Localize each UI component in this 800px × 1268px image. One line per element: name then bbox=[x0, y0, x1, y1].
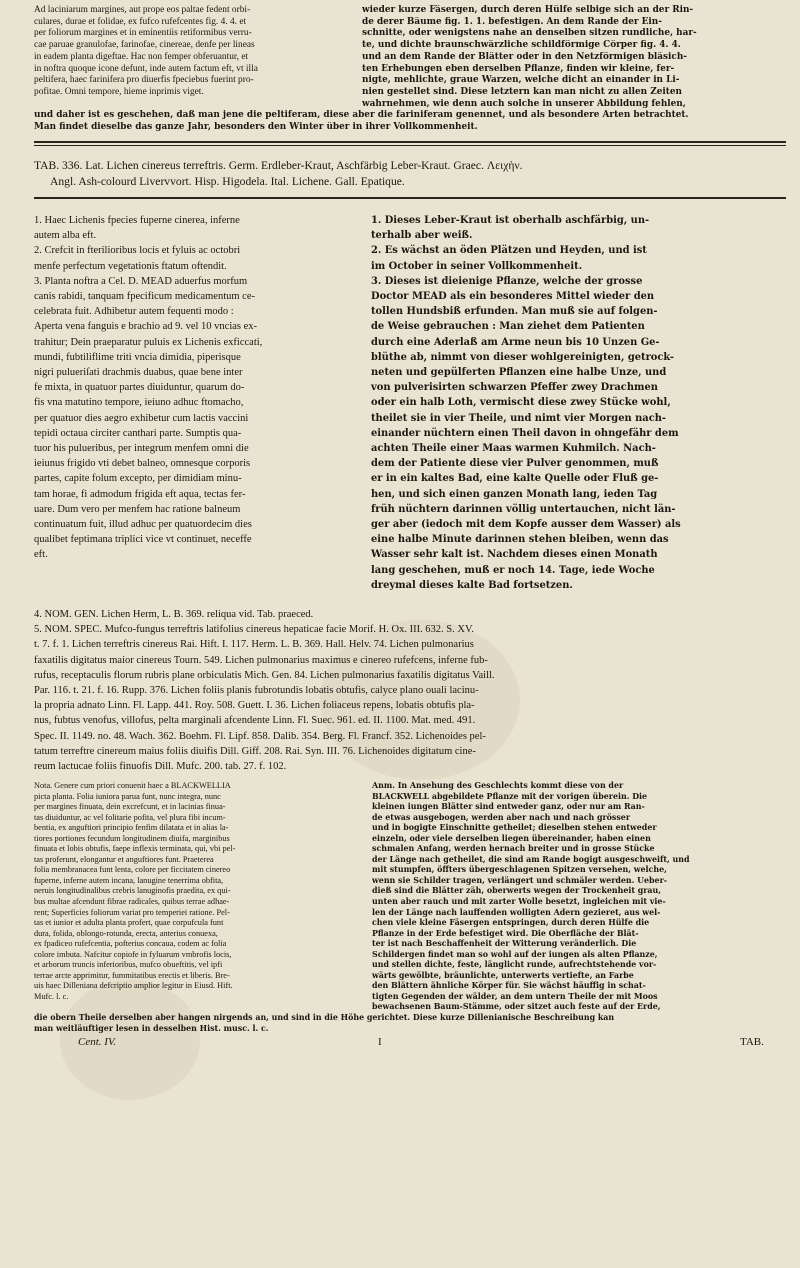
text-line: Nota. Genere cum priori conuenit haec a BLACKWELLIA bbox=[34, 781, 231, 790]
text-line: und an dem Rande der Blätter oder in den Netzförmigen bläsich- bbox=[362, 51, 687, 62]
text-line: celebrata fuit. Adhibetur autem fequenti modo : bbox=[34, 306, 234, 318]
plate-header bbox=[34, 158, 790, 190]
text-line: die obern Theile derselben aber hangen nirgends an, und sind in die Höhe gerichtet. Diese kurze Dillenianische Beschreibung kan bbox=[34, 1013, 615, 1022]
horizontal-rule bbox=[34, 145, 786, 146]
text-line: von pulverisirten schwarzen Pfeffer zwey Drachmen bbox=[371, 382, 658, 394]
text-line: bewachsenen Baum-Stämme, oder sitzet auch feste auf der Erde, bbox=[372, 1002, 661, 1012]
text-line: nigte, mehlichte, graue Warzen, welche dicht an einander in Li- bbox=[362, 75, 680, 86]
signature-mark: Cent. IV. bbox=[78, 1036, 116, 1048]
text-line: BLACKWELL abgebildete Pflanze mit der vorigen überein. Die bbox=[372, 791, 648, 801]
text-line: finuata et lobis obtufis, faepe inflexis terminata, qui, vbi pel- bbox=[34, 844, 236, 854]
text-line: folia membranacea funt lenta, colore per ficcitatem cinereo bbox=[34, 865, 231, 875]
text-line: 1. Dieses Leber-Kraut ist oberhalb aschfärbig, un- bbox=[371, 215, 650, 226]
text-line: partes, capite folum excepto, per dimidiam minu- bbox=[34, 473, 242, 485]
text-line: culares, durae et folidae, ex fufco rufefcentes fig. 4. 4. et bbox=[34, 16, 247, 27]
text-line: te, und dichte braunschwärzliche schildförmige Cörper fig. 4. 4. bbox=[362, 40, 681, 51]
text-line: ten Erhebungen eben derselben Pflanze, finden wir kleine, fer- bbox=[362, 63, 675, 74]
text-line: la propria adnato Linn. Fl. Lapp. 441. Roy. 508. Guett. I. 36. Lichen foliaceus repens, lobatis obtufis pla- bbox=[34, 700, 475, 712]
text-line: de Weise gebrauchen : Man ziehet dem Patienten bbox=[371, 321, 645, 333]
text-line: man weitläuftiger lesen in desselben Hist. musc. l. c. bbox=[34, 1023, 269, 1033]
text-line: Schildergen findet man so wohl auf der iungen als alten Pflanze, bbox=[372, 949, 658, 959]
text-line: früh nüchtern darinnen völlig untertauchen, nicht län- bbox=[371, 503, 676, 515]
top-german-column bbox=[362, 5, 790, 110]
text-line: terhalb aber weiß. bbox=[371, 230, 473, 242]
text-line: bentia, ex anguftiori principio fenfim dilatata et in alias la- bbox=[34, 823, 229, 833]
text-line: tepidi octaua circiter canthari parte. Sumptis qua- bbox=[34, 427, 242, 439]
text-line: terrae arcte apprimitur, fummitatibus erectis et liberis. Bre- bbox=[34, 970, 230, 980]
plate-header-line-1: TAB. 336. Lat. Lichen cinereus terreftris. Germ. Erdleber-Kraut, Aschfärbig Leber-Kraut. Graec. Λειχὴν. bbox=[34, 159, 523, 172]
text-line: Spec. II. 1149. no. 48. Wach. 362. Boehm. Fl. Lipf. 858. Dalib. 354. Berg. Fl. Francf. 352. Lichenoides pel- bbox=[34, 730, 486, 742]
text-line: reum lactucae foliis finuofis Dill. Mufc. 200. tab. 27. f. 102. bbox=[34, 761, 287, 773]
text-line: rent; Superficies foliorum variat pro temperiei ratione. Pel- bbox=[34, 907, 230, 917]
text-line: kleinen iungen Blätter sind entweder ganz, oder nur am Ran- bbox=[372, 802, 645, 812]
text-line: nus, fubtus venofus, villofus, pelta marginali afcendente Linn. Fl. Suec. 961. ed. II. 1100. Mat. med. 491. bbox=[34, 715, 476, 727]
text-line: chen viele kleine Fäsergen entspringen, durch deren Hülfe die bbox=[372, 918, 650, 928]
text-line: nien gestellet sind. Diese letztern kan man nicht zu allen Zeiten bbox=[362, 86, 682, 97]
text-line: schmalen Anfang, werden hernach breiter und in grosse Stücke bbox=[372, 844, 655, 854]
text-line: Par. 116. t. 21. f. 16. Rupp. 376. Lichen foliis planis fubrotundis lobatis obtufis, calyce plano ouali lacinu- bbox=[34, 685, 479, 697]
text-line: mit stumpfen, öffters übergeschlagenen Spitzen versehen, welche, bbox=[372, 865, 667, 875]
text-line: 4. NOM. GEN. Lichen Herm, L. B. 369. reliqua vid. Tab. praeced. bbox=[34, 609, 314, 620]
text-line: neruis longitudinalibus crebris lanuginofis praedita, ex qui- bbox=[34, 886, 231, 896]
text-line: continuatum fuit, illud adhuc per quatuordecim dies bbox=[34, 519, 252, 531]
text-line: tas et iunior et adulta planta profert, quae corpufcula funt bbox=[34, 918, 224, 928]
text-line: er in ein kaltes Bad, eine kalte Quelle oder Fluß ge- bbox=[371, 473, 659, 485]
text-line: Aperta vena fanguis e brachio ad 9. vel 10 vncias ex- bbox=[34, 321, 258, 333]
text-line: fis vna matutino tempore, ieiuno adhuc ftomacho, bbox=[34, 397, 244, 409]
text-line: unten aber rauch und mit zarter Wolle besetzt, ingleichen mit vie- bbox=[372, 897, 666, 907]
text-line: lang geschehen, muß er noch 14. Tage, iede Woche bbox=[371, 564, 655, 576]
text-line: oder ein halb Loth, vermischt diese zwey Stücke wohl, bbox=[371, 397, 671, 409]
text-line: Ad laciniarum margines, aut prope eos paltae fedent orbi- bbox=[34, 5, 251, 15]
text-line: und in bogigte Einschnitte getheilet; dieselben stehen entweder bbox=[372, 823, 657, 833]
text-line: rufus, receptaculis florum rubris plane orbiculatis Mich. Gen. 84. Lichen pulmonarius faxatilis digitatus Vaill. bbox=[34, 669, 495, 681]
text-line: ex fpadiceo rufefcentia, pofterius concaua, codem ac folia bbox=[34, 939, 227, 949]
text-line: in noftra quoque icone defunt, inde autem factum eft, vt illa bbox=[34, 63, 258, 74]
text-line: fe mixta, in quatuor partes diuiduntur, quarum do- bbox=[34, 382, 245, 394]
text-line: eft. bbox=[34, 549, 48, 561]
text-line: per margines finuata, dein excrefcunt, et in lacinias finua- bbox=[34, 802, 226, 812]
text-line: autem alba eft. bbox=[34, 230, 97, 242]
top-latin-column bbox=[34, 5, 354, 99]
text-line: achten Theile einer Maas warmen Kuhmilch. Nach- bbox=[371, 443, 656, 455]
text-line: menfe perfectum vegetationis ftatum oftendit. bbox=[34, 260, 227, 272]
text-line: wenn sie Schilder tragen, verlängert und schmäler werden. Ueber- bbox=[372, 875, 668, 885]
text-line: der Länge nach getheilet, die sind am Rande bogigt ausgeschweift, und bbox=[372, 854, 690, 864]
text-line: tam horae, fi admodum frigida eft aqua, tectas fer- bbox=[34, 488, 246, 500]
text-line: schnitte, oder wenigstens nahe an denselben sitzen rundliche, har- bbox=[362, 28, 697, 39]
text-line: 1. Haec Lichenis fpecies fuperne cinerea, inferne bbox=[34, 215, 240, 226]
nomenclature-block bbox=[34, 607, 790, 774]
text-line: tas proferunt, elongantur et anguftiores funt. Praeterea bbox=[34, 854, 214, 864]
text-line: t. 7. f. 1. Lichen terreftris cinereus Rai. Hift. I. 117. Herm. L. B. 369. Hall. Helv. 74. Lichen pulmonarius bbox=[34, 639, 474, 651]
text-line: wieder kurze Fäsergen, durch deren Hülfe selbige sich an der Rin- bbox=[362, 5, 694, 15]
text-line: im October in seiner Vollkommenheit. bbox=[371, 260, 583, 272]
text-line: faxatilis digitatus maior cinereus Tourn. 549. Lichen pulmonarius maximus e cinereo rufefcens, inferne fub- bbox=[34, 654, 488, 666]
page-numeral: I bbox=[378, 1036, 382, 1048]
text-line: ger aber (iedoch mit dem Kopfe ausser dem Wasser) als bbox=[371, 519, 681, 531]
text-line: durch eine Aderlaß am Arme neun bis 10 Unzen Ge- bbox=[371, 336, 660, 348]
text-line: tas diuiduntur, ac vel folitarie pofita, vel plura fibi incum- bbox=[34, 812, 226, 822]
horizontal-rule bbox=[34, 197, 786, 199]
text-line: blüthe ab, nimmt von dieser wohlgereinigten, getrock- bbox=[371, 351, 674, 363]
text-line: und stellen dichte, feste, länglicht runde, aufrechtstehende vor- bbox=[372, 960, 657, 970]
top-full-width-text bbox=[34, 110, 790, 133]
text-line: tatum terreftre cinereum maius foliis diuifis Dill. Giff. 208. Rai. Syn. III. 76. Lichenoides digitatum cine- bbox=[34, 745, 476, 757]
text-line: dura, folida, oblongo-rotunda, erecta, anterius conuexa, bbox=[34, 928, 218, 938]
text-line: in eadem planta digeftae. Hac non femper obferuantur, et bbox=[34, 51, 249, 62]
text-line: cae paruae granulofae, farinofae, cinereae, denfe per lineas bbox=[34, 40, 255, 51]
text-line: dem der Patiente diese vier Pulver genommen, muß bbox=[371, 458, 659, 470]
text-line: dieß sind die Blätter zäh, oberwerts wegen der Trockenheit grau, bbox=[372, 886, 662, 896]
text-line: ieiunus frigido vti debet balneo, omnesque corporis bbox=[34, 458, 251, 470]
text-line: uis haec Dilleniana defcriptio amplior legitur in Eiusd. Hift. bbox=[34, 981, 233, 991]
text-line: wärts gewölbte, bräunlichte, unterwerts vertiefte, an Farbe bbox=[372, 970, 634, 980]
notes-latin-column bbox=[34, 781, 362, 1002]
horizontal-rule bbox=[34, 141, 786, 143]
text-line: uare. Dum vero per menfem hac ratione balneum bbox=[34, 503, 241, 515]
text-line: picta planta. Folia iuniora parua funt, nunc integra, nunc bbox=[34, 791, 221, 801]
text-line: de derer Bäume fig. 1. 1. befestigen. An dem Rande der Ein- bbox=[362, 16, 662, 27]
text-line: colore imbuta. Nafcitur copiofe in fyluarum vmbrofis locis, bbox=[34, 949, 232, 959]
text-line: nigri pulueriſati drachmis duabus, quae bene inter bbox=[34, 367, 243, 379]
text-line: peltifera, haec farinifera pro diuerfis fpeciebus fuerint pro- bbox=[34, 75, 254, 86]
text-line: eine halbe Minute darinnen stehen bleiben, wenn das bbox=[371, 534, 669, 546]
text-line: mundi, fubtiliflime triti vncia dimidia, piperisque bbox=[34, 351, 241, 363]
text-line: trahitur; Dein praeparatur puluis ex Lichenis exficcati, bbox=[34, 336, 263, 348]
notes-german-column bbox=[372, 781, 788, 1013]
text-line: Pflanze in der Erde befestiget wird. Die Oberfläche der Blät- bbox=[372, 928, 639, 938]
text-line: fuperne, inferne autem incana, lanugine tenerrima obfita, bbox=[34, 875, 224, 885]
text-line: per foliorum margines et in eminentiis retiformibus verru- bbox=[34, 28, 252, 39]
catchword: TAB. bbox=[740, 1036, 764, 1048]
body-latin-column bbox=[34, 213, 364, 563]
text-line: Anm. In Ansehung des Geschlechts kommt diese von der bbox=[372, 781, 624, 790]
text-line: einzeln, oder viele derselben liegen übereinander, haben einen bbox=[372, 833, 651, 843]
text-line: ter ist nach Beschaffenheit der Witterung veränderlich. Die bbox=[372, 939, 637, 949]
text-line: 2. Crefcit in fterilioribus locis et fyluis ac octobri bbox=[34, 245, 241, 257]
text-line: tuor his pulueribus, per integrum menfem omni die bbox=[34, 443, 249, 455]
text-line: tollen Hundsbiß erfunden. Man muß sie auf folgen- bbox=[371, 306, 658, 318]
body-german-column bbox=[371, 213, 786, 593]
text-line: dreymal dieses kalte Bad fortsetzen. bbox=[371, 579, 573, 591]
notes-full-width-text bbox=[34, 1013, 790, 1034]
text-line: Wasser sehr kalt ist. Nachdem dieses einen Monath bbox=[371, 549, 658, 561]
text-line: hen, und sich einen ganzen Monath lang, ieden Tag bbox=[371, 488, 658, 500]
text-line: 5. NOM. SPEC. Mufco-fungus terreftris latifolius cinereus hepaticae facie Morif. H. Ox. III. 632. S. XV. bbox=[34, 624, 474, 636]
text-line: Doctor MEAD als ein besonderes Mittel wieder den bbox=[371, 291, 655, 303]
text-line: den Blättern ähnliche Körper für. Sie wächst häuffig in schat- bbox=[372, 981, 646, 991]
text-line: neten und gepülferten Pflanzen eine halbe Unze, und bbox=[371, 367, 667, 379]
text-line: Mufc. l. c. bbox=[34, 991, 69, 1001]
text-line: tigten Gegenden der wälder, an dem untern Theile der mit Moos bbox=[372, 991, 658, 1001]
text-line: de etwas ausgebogen, werden aber nach und nach grösser bbox=[372, 812, 630, 822]
text-line: 3. Dieses ist dieienige Pflanze, welche der grosse bbox=[371, 275, 643, 287]
text-line: pofitae. Omni tempore, hieme inprimis viget. bbox=[34, 86, 204, 97]
text-line: 2. Es wächst an öden Plätzen und Heyden, und ist bbox=[371, 245, 647, 257]
text-line: et arborum truncis inferioribus, mufco obueftitis, vel ipfi bbox=[34, 960, 223, 970]
text-line: theilet sie in vier Theile, und nimt vier Morgen nach- bbox=[371, 412, 666, 424]
text-line: wahrnehmen, wie denn auch solche in unserer Abbildung fehlen, bbox=[362, 98, 686, 109]
text-line: bus multae afcendunt fibrae radicales, quibus terrae adhae- bbox=[34, 897, 230, 907]
text-line: 3. Planta noftra a Cel. D. MEAD aduerfus morfum bbox=[34, 275, 248, 287]
text-line: per quatuor dies aegro exhibetur cum lactis vaccini bbox=[34, 412, 249, 424]
text-line: canis rabidi, tanquam fpecificum medicamentum ce- bbox=[34, 291, 255, 303]
text-line: tiores portiones fecundum longitudinem diuifa, marginibus bbox=[34, 833, 230, 843]
text-line: und daher ist es geschehen, daß man jene die peltiferam, diese aber die fariniferam genennet, und als besondere Arten betrachtet. bbox=[34, 110, 689, 120]
text-line: len der Länge nach lauffenden wolligten Adern gezieret, aus wel- bbox=[372, 907, 661, 917]
text-line: einander nüchtern einen Theil davon in ohngefähr dem bbox=[371, 427, 679, 439]
text-line: Man findet dieselbe das ganze Jahr, besonders den Winter über in ihrer Vollkommenheit. bbox=[34, 121, 478, 132]
text-line: qualibet feptimana triplici vice vt continuet, neceffe bbox=[34, 534, 252, 546]
plate-header-line-2: Angl. Ash-colourd Livervvort. Hisp. Higodela. Ital. Lichene. Gall. Epatique. bbox=[50, 175, 405, 188]
